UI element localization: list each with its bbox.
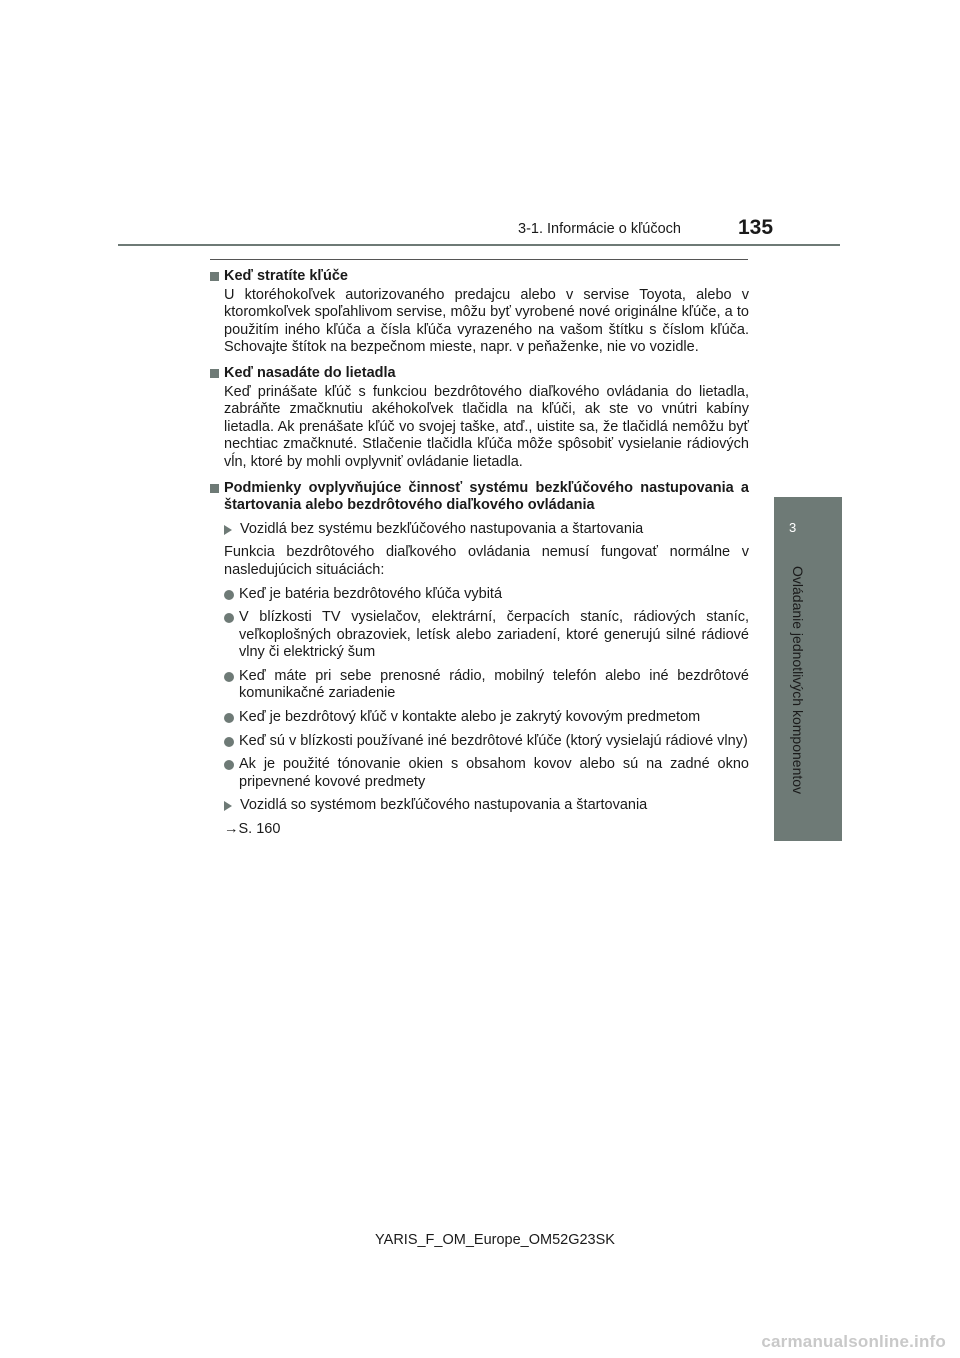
header-rule xyxy=(118,244,840,246)
square-bullet-icon xyxy=(210,369,219,378)
circle-bullet-icon xyxy=(224,590,234,600)
circle-bullet-icon xyxy=(224,760,234,770)
chapter-number: 3 xyxy=(789,520,797,535)
footer-document-code: YARIS_F_OM_Europe_OM52G23SK xyxy=(375,1232,615,1248)
page-content xyxy=(209,264,749,839)
list-item: Keď je batéria bezdrôtového kľúča vybitá xyxy=(209,586,749,604)
circle-bullet-icon xyxy=(224,737,234,747)
list-item: V blízkosti TV vysielačov, elektrární, čerpacích staníc, rádiových staníc, veľkoplošných obrazoviek, letísk alebo zariadení, ktoré generujú silné rádiové vlny či elektrický šum xyxy=(209,609,749,662)
header-section-title: 3-1. Informácie o kľúčoch xyxy=(518,221,681,237)
section-body: U ktoréhokoľvek autorizovaného predajcu alebo v servise Toyota, alebo v ktoromkoľvek spoľahlivom servise, môžu byť vyrobené nové originálne kľúče, a to použitím iného kľúča a čísla kľúča vyrazeného na vašom štítku s číslom kľúča. Schovajte štítok na bezpečnom mieste, napr. v peňaženke, nie vo vozidle. xyxy=(224,286,749,356)
page-reference-link[interactable]: →S. 160 xyxy=(224,821,281,838)
page-number: 135 xyxy=(738,216,774,239)
chapter-tab xyxy=(774,497,842,558)
list-item: Keď je bezdrôtový kľúč v kontakte alebo je zakrytý kovovým predmetom xyxy=(209,709,749,727)
square-bullet-icon xyxy=(210,484,219,493)
chapter-label: Ovládanie jednotlivých komponentov xyxy=(790,566,806,795)
section-intro: Funkcia bezdrôtového diaľkového ovládania nemusí fungovať normálne v nasledujúcich situáciách: xyxy=(224,544,749,578)
section-heading: Keď stratíte kľúče xyxy=(209,268,749,286)
circle-bullet-icon xyxy=(224,713,234,723)
section-heading: Keď nasadáte do lietadla xyxy=(209,365,749,383)
content-top-rule xyxy=(210,259,748,260)
list-item: Keď sú v blízkosti používané iné bezdrôtové kľúče (ktorý vysielajú rádiové vlny) xyxy=(209,733,749,751)
triangle-bullet-icon xyxy=(224,525,232,535)
circle-bullet-icon xyxy=(224,672,234,682)
watermark: carmanualsonline.info xyxy=(761,1332,946,1351)
subsection-heading: Vozidlá bez systému bezkľúčového nastupovania a štartovania xyxy=(209,521,749,539)
chapter-side-bar xyxy=(774,558,842,841)
section-heading: Podmienky ovplyvňujúce činnosť systému bezkľúčového nastupovania a štartovania alebo bezdrôtového diaľkového ovládania xyxy=(209,480,749,515)
list-item: Keď máte pri sebe prenosné rádio, mobilný telefón alebo iné bezdrôtové komunikačné zariadenie xyxy=(209,668,749,703)
triangle-bullet-icon xyxy=(224,801,232,811)
circle-bullet-icon xyxy=(224,613,234,623)
square-bullet-icon xyxy=(210,272,219,281)
list-item: Ak je použité tónovanie okien s obsahom kovov alebo sú na zadné okno pripevnené kovové predmety xyxy=(209,756,749,791)
subsection-heading: Vozidlá so systémom bezkľúčového nastupovania a štartovania xyxy=(209,797,749,815)
section-body: Keď prinášate kľúč s funkciou bezdrôtového diaľkového ovládania do lietadla, zabráňte zmačknutiu akéhokoľvek tlačidla na kľúči, ak ste vo vnútri kabíny lietadla. Ak prenášate kľúč vo svojej taške, atď., uistite sa, že tlačidlá nemôžu byť nechtiac zmačknuté. Stlačenie tlačidla kľúča môže spôsobiť vysielanie rádiových vĺn, ktoré by mohli ovplyvniť ovládanie lietadla. xyxy=(224,383,749,470)
